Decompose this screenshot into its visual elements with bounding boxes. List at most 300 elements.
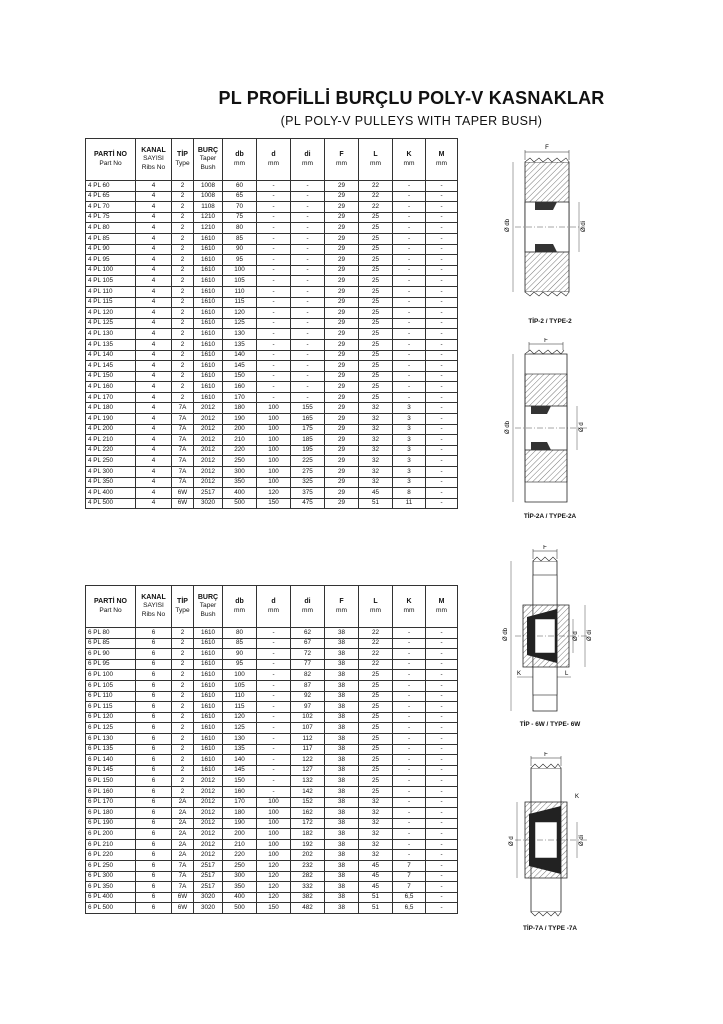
table-cell: 25 xyxy=(359,371,393,382)
col-bush: BURÇ Taper Bush xyxy=(194,586,223,628)
table-cell: 1610 xyxy=(194,659,223,670)
table-cell: 4 xyxy=(136,181,172,192)
table-cell: 6 xyxy=(136,628,172,639)
table-cell: 80 xyxy=(223,628,257,639)
table-cell: 4 xyxy=(136,498,172,509)
table-cell: 1008 xyxy=(194,191,223,202)
table-cell: 6 PL 115 xyxy=(86,702,136,713)
table-cell: - xyxy=(393,829,426,840)
table-cell: 2012 xyxy=(194,850,223,861)
table-row xyxy=(86,649,458,660)
table-cell: 25 xyxy=(359,382,393,393)
table-row xyxy=(86,808,458,819)
table-cell: - xyxy=(426,765,458,776)
table-cell: 120 xyxy=(257,861,291,872)
table-cell: 90 xyxy=(223,244,257,255)
table-cell: 1610 xyxy=(194,233,223,244)
table-row xyxy=(86,882,458,893)
table-cell: 4 xyxy=(136,456,172,467)
table-cell: 38 xyxy=(325,733,359,744)
table-cell: 2012 xyxy=(194,424,223,435)
table-cell: 115 xyxy=(223,297,257,308)
table-cell: 6 PL 90 xyxy=(86,649,136,660)
col-d: d mm xyxy=(257,586,291,628)
table-cell: - xyxy=(393,308,426,319)
table-cell: 29 xyxy=(325,297,359,308)
table-cell: - xyxy=(257,755,291,766)
table-cell: - xyxy=(257,638,291,649)
table-cell: 1610 xyxy=(194,371,223,382)
dim-di-label: Ø di xyxy=(587,629,593,641)
caption-type-2a: TİP-2A / TYPE-2A xyxy=(523,513,577,520)
table-cell: 4 xyxy=(136,223,172,234)
table-cell: 2517 xyxy=(194,871,223,882)
table-cell: 112 xyxy=(291,733,325,744)
table-cell: 6 xyxy=(136,712,172,723)
table-row xyxy=(86,212,458,223)
table-row xyxy=(86,191,458,202)
table-cell: 29 xyxy=(325,467,359,478)
table-cell: 32 xyxy=(359,808,393,819)
table-cell: - xyxy=(426,498,458,509)
table-cell: 182 xyxy=(291,829,325,840)
table-cell: 2A xyxy=(172,797,194,808)
col-type: TİP Type xyxy=(172,139,194,181)
table-cell: 6 PL 105 xyxy=(86,680,136,691)
table-cell: 150 xyxy=(257,498,291,509)
table-cell: 132 xyxy=(291,776,325,787)
table-cell: 32 xyxy=(359,818,393,829)
table-cell: 6 PL 350 xyxy=(86,882,136,893)
table-6pl xyxy=(85,585,458,914)
table-cell: - xyxy=(426,212,458,223)
table-cell: 2 xyxy=(172,181,194,192)
table-cell: 2 xyxy=(172,702,194,713)
table-cell: 7A xyxy=(172,861,194,872)
table-cell: 4 xyxy=(136,265,172,276)
table-cell: - xyxy=(257,371,291,382)
table-cell: 1610 xyxy=(194,276,223,287)
table-cell: - xyxy=(257,691,291,702)
table-cell: 400 xyxy=(223,488,257,499)
table-cell: 3 xyxy=(393,414,426,425)
table-cell: 2 xyxy=(172,286,194,297)
table-cell: 22 xyxy=(359,181,393,192)
table-cell: - xyxy=(291,191,325,202)
table-cell: 38 xyxy=(325,797,359,808)
table-cell: 29 xyxy=(325,403,359,414)
table-cell: 100 xyxy=(257,818,291,829)
table-cell: 38 xyxy=(325,712,359,723)
table-row xyxy=(86,244,458,255)
table-row xyxy=(86,744,458,755)
table-cell: 4 xyxy=(136,371,172,382)
table-cell: 6 xyxy=(136,755,172,766)
table-header-row xyxy=(86,139,458,181)
table-cell: 6 PL 125 xyxy=(86,723,136,734)
table-cell: 6W xyxy=(172,903,194,914)
table-cell: - xyxy=(291,202,325,213)
table-cell: 4 xyxy=(136,467,172,478)
table-cell: - xyxy=(291,361,325,372)
table-row xyxy=(86,670,458,681)
table-cell: 275 xyxy=(291,467,325,478)
table-cell: 2A xyxy=(172,839,194,850)
table-cell: 100 xyxy=(257,467,291,478)
table-row xyxy=(86,733,458,744)
col-m: M mm xyxy=(426,139,458,181)
table-cell: 29 xyxy=(325,350,359,361)
table-cell: 25 xyxy=(359,276,393,287)
table-cell: 60 xyxy=(223,181,257,192)
table-cell: 29 xyxy=(325,255,359,266)
table-cell: 125 xyxy=(223,318,257,329)
table-cell: 172 xyxy=(291,818,325,829)
table-row xyxy=(86,361,458,372)
col-type: TİP Type xyxy=(172,586,194,628)
table-cell: - xyxy=(393,649,426,660)
table-cell: 2012 xyxy=(194,808,223,819)
table-cell: 300 xyxy=(223,467,257,478)
table-cell: - xyxy=(257,733,291,744)
table-cell: 38 xyxy=(325,659,359,670)
table-cell: - xyxy=(426,265,458,276)
table-cell: 4 PL 135 xyxy=(86,339,136,350)
table-cell: 2 xyxy=(172,755,194,766)
table-cell: 500 xyxy=(223,903,257,914)
table-cell: - xyxy=(393,181,426,192)
table-cell: 4 PL 80 xyxy=(86,223,136,234)
table-cell: 6 xyxy=(136,744,172,755)
table-cell: 38 xyxy=(325,818,359,829)
table-cell: 4 xyxy=(136,350,172,361)
table-cell: 6 xyxy=(136,638,172,649)
table-cell: 150 xyxy=(257,903,291,914)
table-cell: 25 xyxy=(359,755,393,766)
table-cell: - xyxy=(426,424,458,435)
table-cell: 2012 xyxy=(194,818,223,829)
table-cell: 65 xyxy=(223,191,257,202)
table-cell: 160 xyxy=(223,382,257,393)
table-cell: - xyxy=(426,702,458,713)
table-cell: 22 xyxy=(359,649,393,660)
table-cell: 6 PL 135 xyxy=(86,744,136,755)
table-cell: 2 xyxy=(172,255,194,266)
table-cell: 6 PL 145 xyxy=(86,765,136,776)
table-cell: - xyxy=(426,818,458,829)
table-cell: 29 xyxy=(325,191,359,202)
dim-f-label: F xyxy=(544,752,548,758)
table-cell: 97 xyxy=(291,702,325,713)
table-cell: - xyxy=(426,467,458,478)
table-row xyxy=(86,488,458,499)
table-row xyxy=(86,839,458,850)
table-row xyxy=(86,318,458,329)
table-row xyxy=(86,903,458,914)
table-cell: 100 xyxy=(257,424,291,435)
table-cell: 62 xyxy=(291,628,325,639)
table-cell: 29 xyxy=(325,414,359,425)
table-cell: 6 PL 400 xyxy=(86,892,136,903)
table-cell: - xyxy=(426,297,458,308)
table-cell: - xyxy=(393,212,426,223)
table-cell: 375 xyxy=(291,488,325,499)
table-cell: 4 PL 170 xyxy=(86,392,136,403)
col-part-no: PARTİ NO Part No xyxy=(86,139,136,181)
table-cell: - xyxy=(426,712,458,723)
table-cell: 3020 xyxy=(194,892,223,903)
table-cell: - xyxy=(393,712,426,723)
table-cell: 38 xyxy=(325,744,359,755)
table-cell: 1210 xyxy=(194,223,223,234)
table-cell: 29 xyxy=(325,445,359,456)
table-cell: - xyxy=(257,223,291,234)
table-header-row xyxy=(86,586,458,628)
table-cell: 2 xyxy=(172,329,194,340)
table-cell: 90 xyxy=(223,649,257,660)
table-cell: 38 xyxy=(325,723,359,734)
table-cell: 2012 xyxy=(194,445,223,456)
table-cell: - xyxy=(257,680,291,691)
table-cell: 100 xyxy=(257,403,291,414)
table-cell: 25 xyxy=(359,392,393,403)
table-row xyxy=(86,297,458,308)
table-cell: 170 xyxy=(223,392,257,403)
table-cell: - xyxy=(257,339,291,350)
table-cell: 1610 xyxy=(194,670,223,681)
table-cell: 29 xyxy=(325,339,359,350)
table-cell: 180 xyxy=(223,808,257,819)
table-cell: - xyxy=(426,445,458,456)
table-cell: - xyxy=(257,712,291,723)
table-cell: 7A xyxy=(172,424,194,435)
table-cell: 6 xyxy=(136,882,172,893)
table-cell: 2012 xyxy=(194,839,223,850)
table-cell: 6 xyxy=(136,903,172,914)
table-row xyxy=(86,329,458,340)
table-cell: - xyxy=(393,797,426,808)
table-cell: 107 xyxy=(291,723,325,734)
table-cell: 1610 xyxy=(194,350,223,361)
table-cell: 4 xyxy=(136,477,172,488)
table-cell: 4 PL 400 xyxy=(86,488,136,499)
table-cell: 29 xyxy=(325,212,359,223)
table-cell: 500 xyxy=(223,498,257,509)
table-cell: 100 xyxy=(257,456,291,467)
table-cell: 4 PL 300 xyxy=(86,467,136,478)
table-cell: 25 xyxy=(359,361,393,372)
table-cell: - xyxy=(426,733,458,744)
table-cell: - xyxy=(393,382,426,393)
table-cell: - xyxy=(393,765,426,776)
dim-k-label: K xyxy=(517,671,522,677)
table-row xyxy=(86,403,458,414)
table-cell: 25 xyxy=(359,350,393,361)
table-cell: 25 xyxy=(359,308,393,319)
table-cell: 6W xyxy=(172,488,194,499)
table-cell: 1610 xyxy=(194,712,223,723)
table-cell: - xyxy=(393,265,426,276)
table-cell: 29 xyxy=(325,233,359,244)
table-cell: 29 xyxy=(325,308,359,319)
table-cell: - xyxy=(393,255,426,266)
page-subtitle: (PL POLY-V PULLEYS WITH TAPER BUSH) xyxy=(280,114,543,128)
col-l: L mm xyxy=(359,586,393,628)
table-cell: 25 xyxy=(359,233,393,244)
table-cell: 190 xyxy=(223,818,257,829)
table-cell: 2 xyxy=(172,382,194,393)
table-cell: - xyxy=(426,903,458,914)
table-cell: 25 xyxy=(359,329,393,340)
table-cell: 3020 xyxy=(194,903,223,914)
table-cell: 6W xyxy=(172,498,194,509)
table-row xyxy=(86,892,458,903)
table-cell: 38 xyxy=(325,839,359,850)
table-cell: - xyxy=(291,350,325,361)
table-cell: 105 xyxy=(223,276,257,287)
table-cell: 38 xyxy=(325,638,359,649)
table-cell: 232 xyxy=(291,861,325,872)
table-cell: 142 xyxy=(291,786,325,797)
table-cell: 120 xyxy=(257,488,291,499)
table-cell: - xyxy=(426,638,458,649)
table-cell: - xyxy=(393,371,426,382)
table-cell: 25 xyxy=(359,702,393,713)
table-cell: 135 xyxy=(223,744,257,755)
table-cell: 4 xyxy=(136,435,172,446)
table-cell: - xyxy=(393,297,426,308)
table-cell: 25 xyxy=(359,776,393,787)
table-cell: 4 xyxy=(136,308,172,319)
table-cell: 38 xyxy=(325,702,359,713)
table-cell: 29 xyxy=(325,223,359,234)
table-cell: 6 xyxy=(136,765,172,776)
table-cell: 38 xyxy=(325,850,359,861)
dim-d-label: Ø d xyxy=(573,631,579,641)
table-cell: 2 xyxy=(172,244,194,255)
table-cell: 32 xyxy=(359,477,393,488)
table-cell: - xyxy=(393,628,426,639)
table-cell: 2517 xyxy=(194,861,223,872)
table-cell: - xyxy=(426,371,458,382)
table-cell: 2A xyxy=(172,818,194,829)
table-cell: 32 xyxy=(359,424,393,435)
table-cell: 4 PL 125 xyxy=(86,318,136,329)
table-cell: 25 xyxy=(359,223,393,234)
table-cell: 125 xyxy=(223,723,257,734)
table-row xyxy=(86,392,458,403)
table-cell: 7A xyxy=(172,871,194,882)
table-cell: 180 xyxy=(223,403,257,414)
table-cell: 7 xyxy=(393,861,426,872)
table-cell: 29 xyxy=(325,477,359,488)
table-cell: 2012 xyxy=(194,467,223,478)
table-row xyxy=(86,861,458,872)
table-row xyxy=(86,680,458,691)
table-cell: 155 xyxy=(291,403,325,414)
table-cell: 25 xyxy=(359,786,393,797)
table-cell: 6 xyxy=(136,808,172,819)
table-cell: 11 xyxy=(393,498,426,509)
table-cell: 4 PL 120 xyxy=(86,308,136,319)
table-cell: 4 PL 180 xyxy=(86,403,136,414)
col-bush: BURÇ Taper Bush xyxy=(194,139,223,181)
table-cell: 6 PL 170 xyxy=(86,797,136,808)
table-cell: - xyxy=(257,392,291,403)
table-cell: 6 PL 500 xyxy=(86,903,136,914)
table-cell: 475 xyxy=(291,498,325,509)
table-cell: 175 xyxy=(291,424,325,435)
table-cell: - xyxy=(393,202,426,213)
table-cell: 6 xyxy=(136,839,172,850)
table-cell: - xyxy=(426,477,458,488)
table-cell: 22 xyxy=(359,628,393,639)
table-cell: 110 xyxy=(223,691,257,702)
table-cell: 100 xyxy=(257,477,291,488)
table-cell: 2 xyxy=(172,308,194,319)
table-cell: - xyxy=(393,808,426,819)
table-cell: - xyxy=(426,308,458,319)
table-cell: 1610 xyxy=(194,382,223,393)
table-cell: 2 xyxy=(172,628,194,639)
table-cell: 3 xyxy=(393,456,426,467)
table-cell: - xyxy=(291,233,325,244)
table-cell: - xyxy=(426,659,458,670)
table-cell: 25 xyxy=(359,670,393,681)
table-cell: 100 xyxy=(257,850,291,861)
table-cell: - xyxy=(257,329,291,340)
table-cell: - xyxy=(426,181,458,192)
table-cell: 6 PL 160 xyxy=(86,786,136,797)
table-cell: 6 PL 80 xyxy=(86,628,136,639)
table-cell: - xyxy=(393,723,426,734)
dim-db-label: Ø db xyxy=(505,420,511,434)
table-row xyxy=(86,723,458,734)
table-cell: 350 xyxy=(223,882,257,893)
table-cell: - xyxy=(291,318,325,329)
table-cell: 6 PL 85 xyxy=(86,638,136,649)
table-cell: 29 xyxy=(325,456,359,467)
table-cell: 105 xyxy=(223,680,257,691)
table-cell: 6 PL 210 xyxy=(86,839,136,850)
table-cell: - xyxy=(426,723,458,734)
table-cell: 38 xyxy=(325,628,359,639)
table-cell: - xyxy=(393,318,426,329)
table-cell: - xyxy=(426,435,458,446)
table-cell: - xyxy=(257,723,291,734)
dim-f-label: F xyxy=(544,338,548,344)
table-cell: - xyxy=(393,339,426,350)
table-cell: 4 PL 140 xyxy=(86,350,136,361)
table-cell: 38 xyxy=(325,670,359,681)
table-cell: 2 xyxy=(172,233,194,244)
table-cell: 25 xyxy=(359,286,393,297)
col-ribs: KANAL SAYISI Ribs No xyxy=(136,586,172,628)
table-cell: 127 xyxy=(291,765,325,776)
table-cell: 1610 xyxy=(194,628,223,639)
table-cell: 6 PL 220 xyxy=(86,850,136,861)
table-cell: 6 PL 200 xyxy=(86,829,136,840)
table-cell: 2 xyxy=(172,297,194,308)
table-cell: - xyxy=(426,329,458,340)
table-cell: 6 xyxy=(136,871,172,882)
dim-d-label: Ø d xyxy=(509,836,515,846)
table-cell: - xyxy=(393,670,426,681)
table-cell: 190 xyxy=(223,414,257,425)
table-cell: - xyxy=(291,297,325,308)
table-cell: - xyxy=(393,233,426,244)
col-di: di mm xyxy=(291,139,325,181)
